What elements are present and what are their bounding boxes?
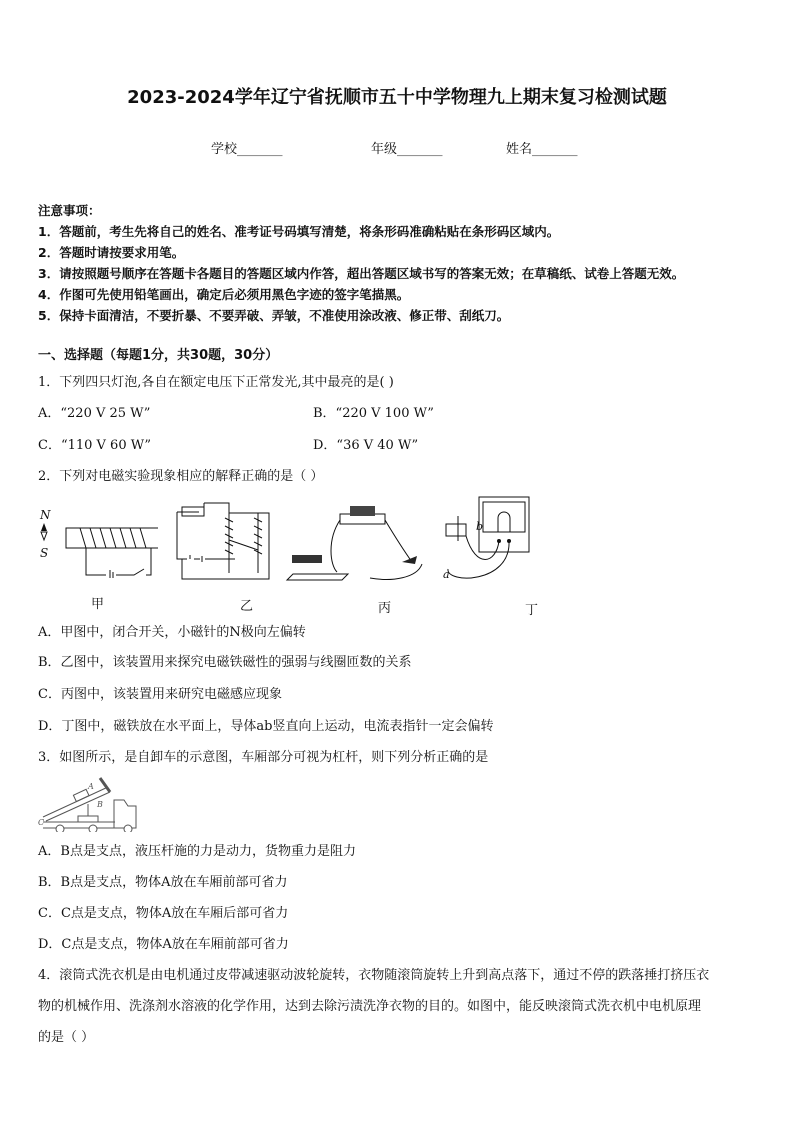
- figure-bing-telegraph: [282, 500, 432, 585]
- name-field: 姓名_______: [506, 142, 578, 157]
- note-item: 2．答题时请按要求用笔。: [38, 245, 185, 260]
- q2-option-a: A．甲图中，闭合开关，小磁针的N极向左偏转: [38, 625, 306, 640]
- q1-option-a: A．“220 V 25 W”: [38, 406, 151, 421]
- note-item: 5．保持卡面清洁，不要折暴、不要弄破、弄皱，不准使用涂改液、修正带、刮纸刀。: [38, 308, 510, 323]
- q3-option-d: D．C点是支点，物体A放在车厢前部可省力: [38, 937, 289, 952]
- q3-stem: 3．如图所示，是自卸车的示意图，车厢部分可视为杠杆，则下列分析正确的是: [38, 750, 489, 765]
- school-field: 学校_______: [211, 142, 283, 157]
- q3-option-a: A．B点是支点，液压杆施的力是动力，货物重力是阻力: [38, 844, 356, 859]
- compass-s-label: S: [40, 546, 49, 560]
- section-heading: 一、选择题（每题1分，共30题，30分）: [38, 348, 279, 363]
- figure-label-yi: 乙: [240, 599, 254, 614]
- q2-option-c: C．丙图中，该装置用来研究电磁感应现象: [38, 687, 282, 702]
- note-item: 4．作图可先使用铅笔画出，确定后必须用黑色字迹的签字笔描黑。: [38, 287, 410, 302]
- note-item: 3．请按照题号顺序在答题卡各题目的答题区域内作答，超出答题区域书写的答案无效；在草稿纸、试卷上答题无效。: [38, 266, 685, 281]
- figure-yi-electromagnets: [172, 500, 272, 582]
- figure-label-jia: 甲: [91, 597, 105, 612]
- note-item: 1．答题前，考生先将自己的姓名、准考证号码填写清楚，将条形码准确粘贴在条形码区域内。: [38, 224, 560, 239]
- page-title: 2023-2024学年辽宁省抚顺市五十中学物理九上期末复习检测试题: [127, 87, 667, 108]
- notes-heading: 注意事项：: [38, 203, 101, 218]
- q4-line: 4．滚筒式洗衣机是由电机通过皮带减速驱动波轮旋转，衣物随滚筒旋转上升到高点落下，通过不停的跌落捶打挤压衣: [38, 968, 710, 983]
- q2-option-b: B．乙图中，该装置用来探究电磁铁磁性的强弱与线圈匝数的关系: [38, 655, 412, 670]
- compass-n-label: N: [40, 508, 51, 522]
- q1-option-d: D．“36 V 40 W”: [313, 438, 419, 453]
- figure-jia-solenoid: [38, 498, 158, 578]
- q4-line: 的是（ ）: [38, 1030, 95, 1045]
- truck-label-b: B: [97, 800, 103, 809]
- q1-option-b: B．“220 V 100 W”: [313, 406, 434, 421]
- q4-line: 物的机械作用、洗涤剂水溶液的化学作用，达到去除污渍洗净衣物的目的。如图中，能反映滚筒式洗衣机中电机原理: [38, 999, 702, 1014]
- q3-option-b: B．B点是支点，物体A放在车厢前部可省力: [38, 875, 288, 890]
- q2-stem: 2．下列对电磁实验现象相应的解释正确的是（ ）: [38, 469, 324, 484]
- q1-option-c: C．“110 V 60 W”: [38, 438, 151, 453]
- figure-label-bing: 丙: [378, 601, 392, 616]
- q1-stem: 1．下列四只灯泡,各自在额定电压下正常发光,其中最亮的是( ): [38, 375, 394, 390]
- ding-b-label: b: [476, 520, 484, 533]
- grade-field: 年级_______: [371, 142, 443, 157]
- figure-label-ding: 丁: [525, 603, 539, 618]
- figure-dump-truck: [38, 772, 143, 832]
- truck-label-c: C: [38, 818, 45, 827]
- q3-option-c: C．C点是支点，物体A放在车厢后部可省力: [38, 906, 289, 921]
- ding-a-label: a: [443, 568, 450, 581]
- q2-option-d: D．丁图中，磁铁放在水平面上，导体ab竖直向上运动，电流表指针一定会偏转: [38, 719, 494, 734]
- truck-label-a: A: [88, 782, 94, 791]
- figure-ding-galvanometer: [436, 494, 576, 590]
